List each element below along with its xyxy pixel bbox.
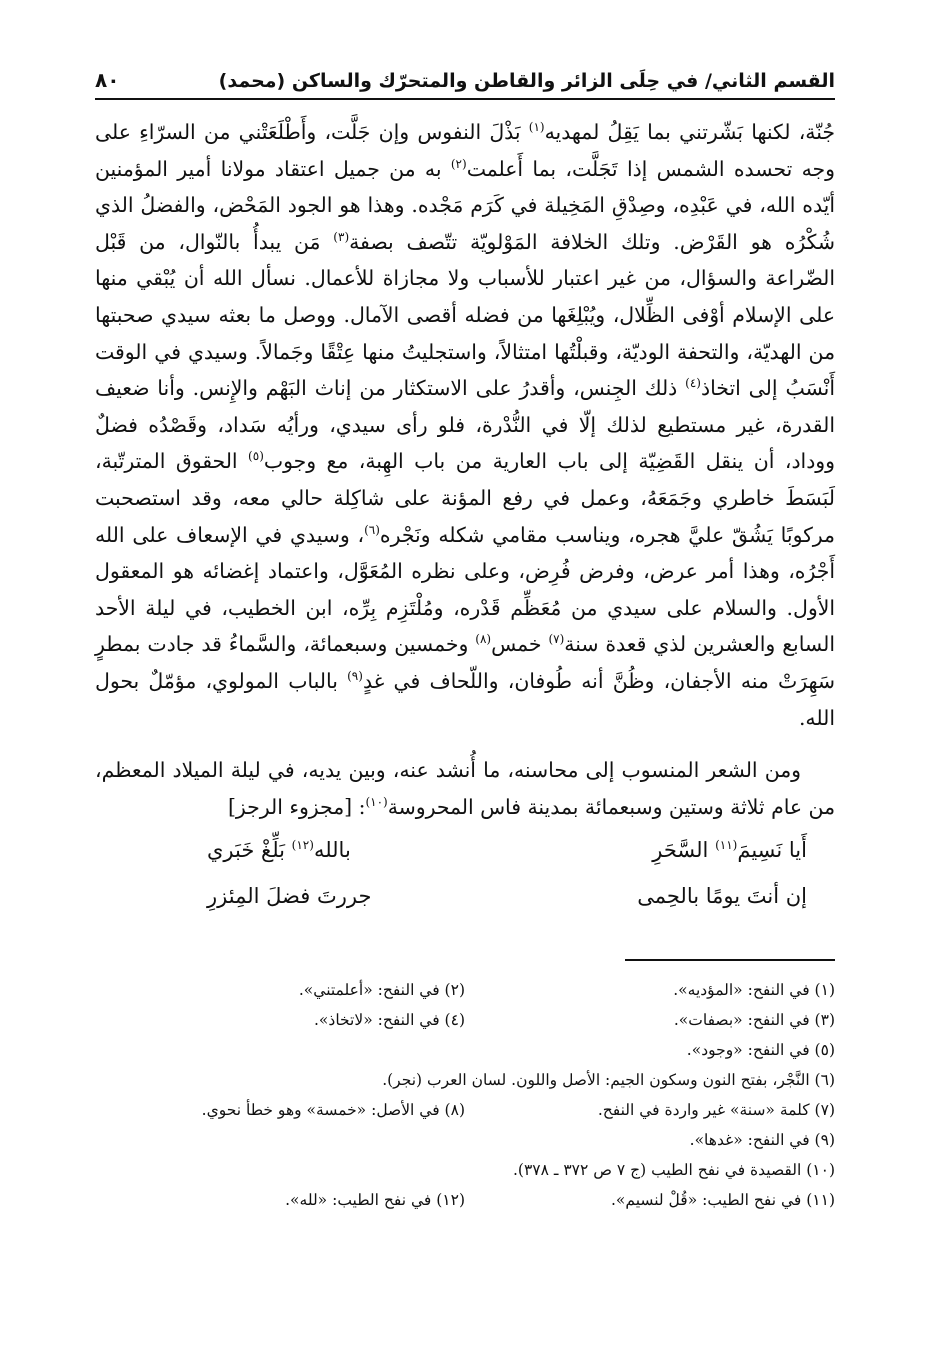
text-run: خمس [491, 632, 549, 657]
footnote-11: (١١) في نفح الطيب: «قُلْ لنسيم». [610, 1191, 835, 1210]
footnote-ref[interactable]: (٣) [333, 229, 350, 244]
text-run: ومن الشعر المنسوب إلى محاسنه، ما أُنشد عنه، وبين يديه، في ليلة الميلاد المعظم، من عام ثلاثة وستين وسبعمائة بمدينة فاس المحروسة [95, 758, 835, 819]
paragraph-2 [95, 752, 835, 825]
footnote-ref[interactable]: (٢) [450, 156, 467, 171]
footnote-ref[interactable]: (٨) [475, 632, 492, 647]
footnote-3: (٣) في النفح: «بصفات». [673, 1011, 835, 1030]
footnote-row [95, 1155, 835, 1185]
footnote-ref[interactable]: (٩) [347, 669, 363, 684]
poem [95, 827, 835, 919]
footnote-row [95, 1185, 835, 1215]
footnote-9: (٩) في النفح: «غدها». [689, 1131, 835, 1150]
text-run: جُنّة، لكنها بَشّرتني بما يَقِلُ لمهديه [544, 120, 835, 144]
footnote-ref[interactable]: (١٠) [365, 794, 388, 809]
text-run: مَن يبدأُ بالنّوال، من قَبْل الضّراعة والسؤال، من غير اعتبار للأسباب ولا مجازاة للأعمال. نسأل الله أن يُبْقي منها على الإسلام أوْفى الظِّلال، ويُبْلِغَها من فضله أقصى الآمال. ووصل ما بعثه سيدي صحبتها من الهديّة، والتحفة الوديّة، وقبلْتُها امتثالاً، واستجليتُ منها عِتْقًا وجَمالاً. وسيدي في الوقت أَنْسَبُ إلى اتخاذ [95, 229, 836, 401]
paragraph-1 [95, 114, 835, 736]
text-run: بَذْلَ النفوس وإن جَلَّت، وأَطْلَعَتْني من السرّاءِ على وجه تحسده الشمس إذا تَجَلَّت، بما أَعلمت [95, 120, 835, 181]
footnote-12: (١٢) في نفح الطيب: «لله». [285, 1191, 465, 1210]
verse-line-1 [95, 827, 835, 873]
footnote-row [95, 975, 835, 1005]
text-run: ، وسيدي في الإسعاف على الله أَجْرُه، وهذا أمر عرض، وفرض فُرِض، وعلى نظره المُعَوَّل، واعتماد إغضائه هو المعقول الأول. والسلام على سيدي من مُعَظِّم قَدْره، ومُلْتَزِم بِرِّه، ابن الخطيب، في ليلة الأحد السابع والعشرين لذي قعدة سنة [95, 522, 836, 657]
footnote-ref[interactable]: (١٢) [291, 838, 314, 853]
page-number: ٨٠ [95, 68, 120, 92]
verse-first-hemistich: إن أنتَ يومًا بالحِمى [637, 884, 807, 909]
footnote-ref[interactable]: (٤) [685, 376, 701, 391]
footnote-8: (٨) في الأصل: «خمسة» وهو خطأ نحوي. [201, 1101, 465, 1120]
main-text [95, 114, 835, 825]
footnote-7: (٧) كلمة «سنة» غير واردة في النفح. [597, 1101, 835, 1120]
footnotes [95, 975, 835, 1215]
footnote-ref[interactable]: (٦) [364, 522, 380, 537]
text-run: وخمسين وسبعمائة، والسَّماءُ قد جادت بمطرٍ سَهِرَتْ منه الأجفان، وظُنَّ أنه طُوفان، واللّحاف في غدٍ [95, 632, 835, 693]
footnote-row [95, 1125, 835, 1155]
text-run: بالباب المولوي، مؤمّلٌ بحول الله. [95, 668, 835, 730]
book-page [95, 58, 835, 1215]
footnote-ref[interactable]: (١١) [715, 838, 738, 853]
footnote-ref[interactable]: (٥) [248, 449, 264, 464]
footnote-2: (٢) في النفح: «أعلمتني». [298, 981, 465, 1000]
verse-second-hemistich: بالله$^{(١٢)}$ بَلِّغْ خَبَري [207, 838, 351, 863]
verse-line-2 [95, 873, 835, 919]
text-run: ذلك الجِنس، وأقدرُ على الاستكثار من إناث البَهْم والإِنس. وأنا ضعيف القدرة، غير مستطيع لذلك إلّا في النُّدْرة، فلو رأى سيدي، ورأيُه سَداد، وقَصْدُه فضلٌ ووداد، أن ينقل القَضِيّة إلى باب العارية من باب الهِبة، مع وجوب [95, 376, 835, 474]
footnote-4: (٤) في النفح: «لاتخاذ». [314, 1011, 465, 1030]
footnote-separator [625, 959, 835, 961]
footnote-10: (١٠) القصيدة في نفح الطيب (ج ٧ ص ٣٧٢ ـ ٣٧٨). [512, 1161, 835, 1180]
text-run: الحقوق المترتّبة، لَبَسَطَ خاطري وجَمَعَهُ، وعمل في رفع المؤنة على شاكِلة حالي معه، وقد استصحبت مركوبًا يَشُقّ عليَّ هجره، ويناسب مقامي شكله ونَجْره [95, 449, 835, 547]
verse-second-hemistich: جررتَ فضلَ المِئزرِ [207, 884, 372, 909]
text-run: : [مجزوء الرجز] [227, 794, 366, 819]
running-title: القسم الثاني/ في حِلَى الزائر والقاطن والمتحرّك والساكن (محمد) [218, 70, 835, 92]
text-run: به من جميل اعتقاد مولانا أمير المؤمنين أيّده الله، في عَبْدِه، وصِدْقِ المَخِيلة في كَرَم مَجْده. وهذا هو الجود المَحْض، والفضلُ الذي شُكْرُه هو القَرْض. وتلك الخلافة المَوْلويّة تتّصف بصفة [95, 156, 836, 254]
verse-first-hemistich: أَيا نَسِيمَ$^{(١١)}$ السَّحَرِ [652, 838, 807, 863]
footnote-row [95, 1035, 835, 1065]
footnote-ref[interactable]: (٧) [548, 632, 565, 647]
footnote-ref[interactable]: (١) [528, 120, 545, 135]
footnote-1: (١) في النفح: «المؤديه». [673, 981, 835, 1000]
footnote-row [95, 1065, 835, 1095]
footnote-row [95, 1005, 835, 1035]
footnote-row [95, 1095, 835, 1125]
footnote-5: (٥) في النفح: «وجود». [686, 1041, 835, 1060]
running-header [95, 58, 835, 100]
footnote-6: (٦) النَّجْر، بفتح النون وسكون الجيم: الأصل واللون. لسان العرب (نجر). [382, 1071, 835, 1090]
